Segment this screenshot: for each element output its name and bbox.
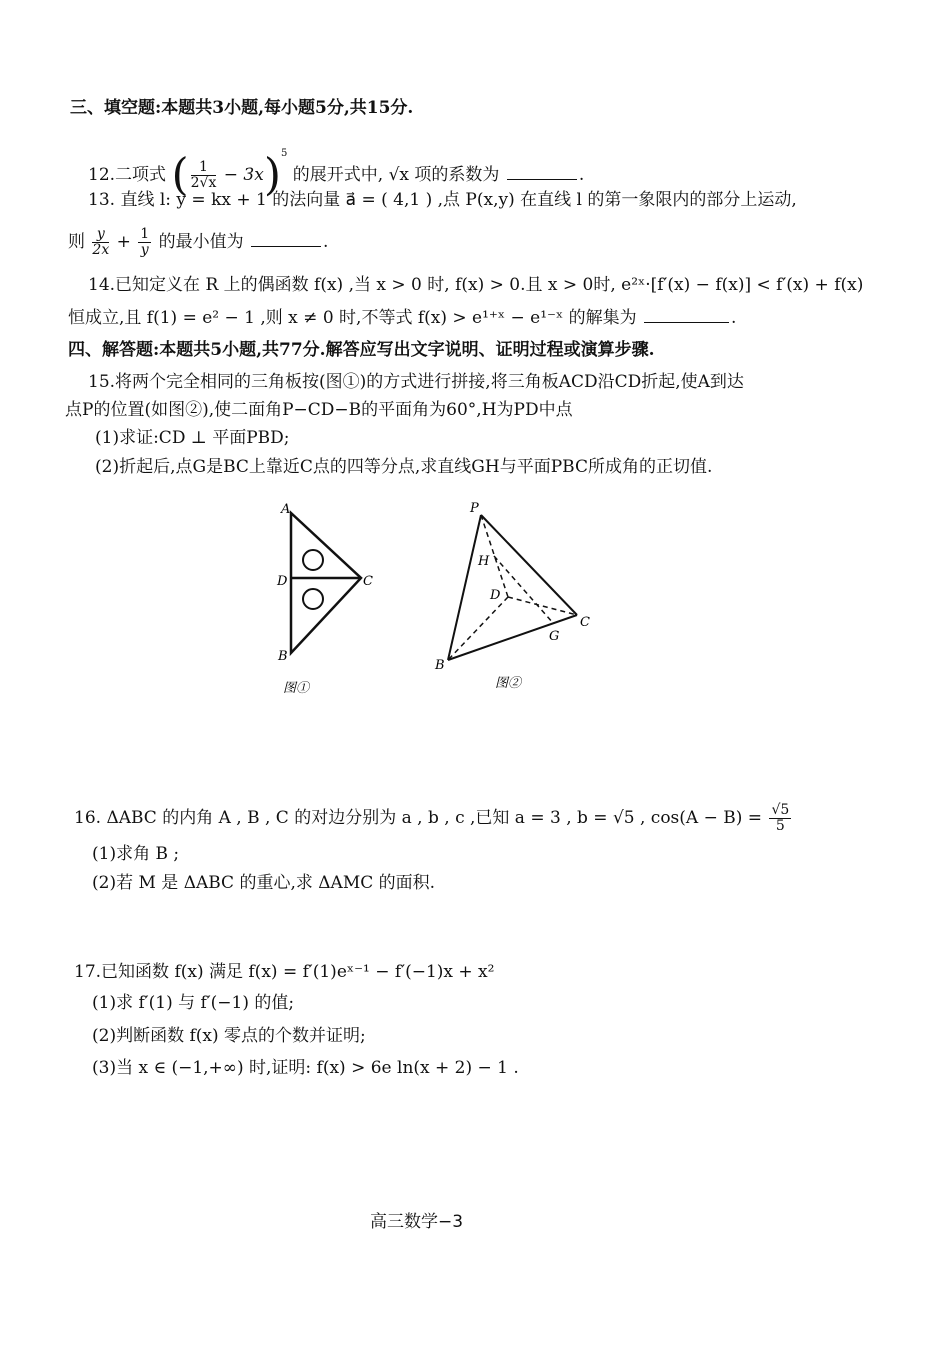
q17-line1: 17.已知函数 f(x) 满足 f(x) = f′(1)eˣ⁻¹ − f′(−1)x + x²	[74, 962, 495, 982]
q12-fraction: $\frac{1}{2√x}$	[190, 159, 217, 191]
fig2-hg-line	[494, 556, 553, 623]
q15-part1: (1)求证:CD ⊥ 平面PBD;	[95, 428, 290, 448]
q13-frac1: $\frac{y}{2x}$	[92, 226, 110, 258]
fig2-caption: 图②	[495, 676, 522, 691]
q16-fraction: $\frac{√5}{5}$	[771, 802, 790, 834]
q12-exponent: 5	[281, 148, 288, 159]
fig1-label-c: C	[363, 574, 373, 589]
fig2-label-c: C	[580, 615, 590, 630]
question-12: 12.二项式 ( $\frac{1}{2√x}$ − 3x)$^5$ 的展开式中, √x 项的系数为 .	[88, 148, 585, 201]
q13-line1: 13. 直线 l: y = kx + 1 的法向量 a⃗ = ( 4,1 ) ,点 P(x,y) 在直线 l 的第一象限内的部分上运动,	[88, 190, 797, 210]
fig1-label-a: A	[281, 502, 291, 517]
q14-line2: 恒成立,且 f(1) = e² − 1 ,则 x ≠ 0 时,不等式 f(x) > e¹⁺ˣ − e¹⁻ˣ 的解集为 .	[68, 308, 737, 328]
q13-answer-blank	[251, 230, 321, 247]
section3-heading: 三、填空题:本题共3小题,每小题5分,共15分.	[70, 98, 414, 118]
q16-part2: (2)若 M 是 ΔABC 的重心,求 ΔAMC 的面积.	[92, 873, 436, 893]
q13-line2: 则 $\frac{y}{2x}$ + $\frac{1}{y}$ 的最小值为 .	[68, 226, 329, 258]
fig1-label-d: D	[277, 574, 288, 589]
q16-line1: 16. ΔABC 的内角 A , B , C 的对边分别为 a , b , c ,已知 a = 3 , b = √5 , cos(A − B) = $\frac{√5}{5}$	[74, 802, 790, 834]
figure-1	[265, 495, 395, 705]
page-footer: 高三数学−3	[370, 1212, 464, 1232]
fig2-label-p: P	[470, 501, 479, 516]
fig2-pb-edge	[448, 515, 481, 660]
fig1-label-b: B	[278, 649, 288, 664]
fig1-triangle	[291, 513, 361, 653]
q15-part2: (2)折起后,点G是BC上靠近C点的四等分点,求直线GH与平面PBC所成角的正切值.	[95, 457, 713, 477]
q17-part1: (1)求 f′(1) 与 f′(−1) 的值;	[92, 993, 295, 1013]
q12-term: − 3x	[223, 165, 264, 185]
fig2-dc-edge	[508, 597, 577, 615]
figure-2	[425, 495, 605, 700]
q14-answer-blank	[644, 306, 729, 323]
fig2-label-h: H	[478, 554, 490, 569]
section4-heading: 四、解答题:本题共5小题,共77分.解答应写出文字说明、证明过程或演算步骤.	[68, 340, 655, 360]
q15-line1: 15.将两个完全相同的三角板按(图①)的方式进行拼接,将三角板ACD沿CD折起,使A到达	[88, 372, 744, 392]
fig1-caption: 图①	[283, 681, 310, 696]
fig2-label-g: G	[549, 629, 560, 644]
q13-frac2: $\frac{1}{y}$	[140, 226, 150, 258]
fig2-label-b: B	[435, 658, 445, 673]
q16-part1: (1)求角 B ;	[92, 844, 180, 864]
q17-part2: (2)判断函数 f(x) 零点的个数并证明;	[92, 1026, 366, 1046]
fig1-circle-bottom	[303, 589, 323, 609]
q12-answer-blank	[507, 163, 577, 180]
q15-line2: 点P的位置(如图②),使二面角P−CD−B的平面角为60°,H为PD中点	[65, 400, 573, 420]
q12-suffix: 的展开式中, √x 项的系数为	[292, 165, 500, 185]
q12-prefix: 12.二项式	[88, 165, 167, 185]
fig1-circle-top	[303, 550, 323, 570]
q14-line1: 14.已知定义在 R 上的偶函数 f(x) ,当 x > 0 时, f(x) > 0.且 x > 0时, e²ˣ·[f′(x) − f(x)] < f′(x) + f(x)	[88, 275, 864, 295]
q17-part3: (3)当 x ∈ (−1,+∞) 时,证明: f(x) > 6e ln(x + 2) − 1 .	[92, 1058, 519, 1078]
fig2-label-d: D	[490, 588, 501, 603]
